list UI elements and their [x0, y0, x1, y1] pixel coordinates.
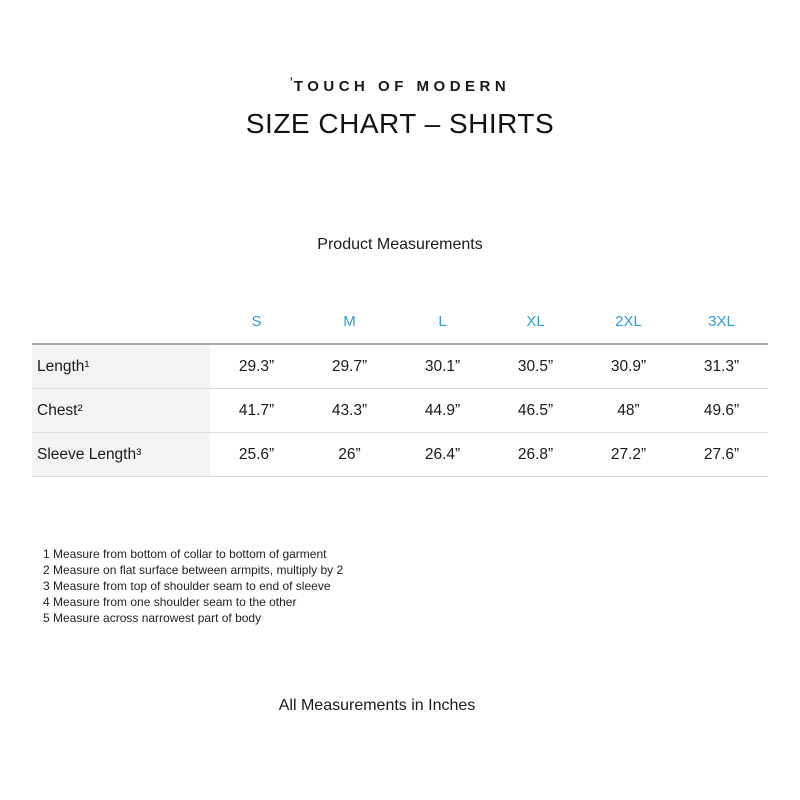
table-row-length [32, 344, 768, 389]
size-col-header-s: S [251, 313, 262, 330]
size-col-header-2xl: 2XL [615, 313, 642, 330]
size-chart-table [32, 300, 768, 477]
footnote-line-1: 1 Measure from bottom of collar to bottom of garment [43, 547, 327, 561]
size-col-header-3xl: 3XL [708, 313, 735, 330]
page-title: SIZE CHART – SHIRTS [245, 108, 555, 139]
size-header-row [32, 300, 768, 344]
measurement-cell: 46.5” [489, 389, 582, 433]
table-row-chest [32, 389, 768, 433]
table-caption: Product Measurements [317, 236, 483, 253]
measurement-cell: 48” [582, 389, 675, 433]
measurement-cell: 31.3” [675, 344, 768, 389]
row-label-chest: Chest² [32, 389, 210, 433]
footnote-line-3: 3 Measure from top of shoulder seam to end of sleeve [43, 579, 331, 593]
brand-logo-text: TOUCH OF MODERN [293, 78, 511, 95]
size-col-header-m: M [343, 313, 356, 330]
measurement-cell: 27.2” [582, 433, 675, 477]
measurement-cell: 25.6” [210, 433, 303, 477]
row-label-sleeve-length: Sleeve Length³ [32, 433, 210, 477]
measurement-cell: 26.4” [396, 433, 489, 477]
footnote-line-5: 5 Measure across narrowest part of body [43, 611, 262, 625]
brand-logo-mark: ’ [289, 76, 294, 88]
measurement-cell: 29.3” [210, 344, 303, 389]
measurement-cell: 26” [303, 433, 396, 477]
table-row-sleeve-length [32, 433, 768, 477]
measurement-cell: 43.3” [303, 389, 396, 433]
size-col-header-l: L [438, 313, 447, 330]
measurement-cell: 49.6” [675, 389, 768, 433]
measurement-cell: 27.6” [675, 433, 768, 477]
measurement-cell: 44.9” [396, 389, 489, 433]
row-label-length: Length¹ [32, 344, 210, 389]
footnotes [43, 546, 343, 626]
measurement-cell: 41.7” [210, 389, 303, 433]
footnote-line-2: 2 Measure on flat surface between armpits, multiply by 2 [43, 563, 344, 577]
measurement-cell: 30.9” [582, 344, 675, 389]
units-note: All Measurements in Inches [278, 697, 476, 714]
brand-logo [0, 76, 800, 95]
footnote-line-4: 4 Measure from one shoulder seam to the other [43, 595, 297, 609]
size-col-header-xl: XL [526, 313, 545, 330]
measurement-cell: 30.1” [396, 344, 489, 389]
measurement-cell: 26.8” [489, 433, 582, 477]
empty-header-cell [32, 300, 210, 344]
measurement-cell: 30.5” [489, 344, 582, 389]
measurement-cell: 29.7” [303, 344, 396, 389]
